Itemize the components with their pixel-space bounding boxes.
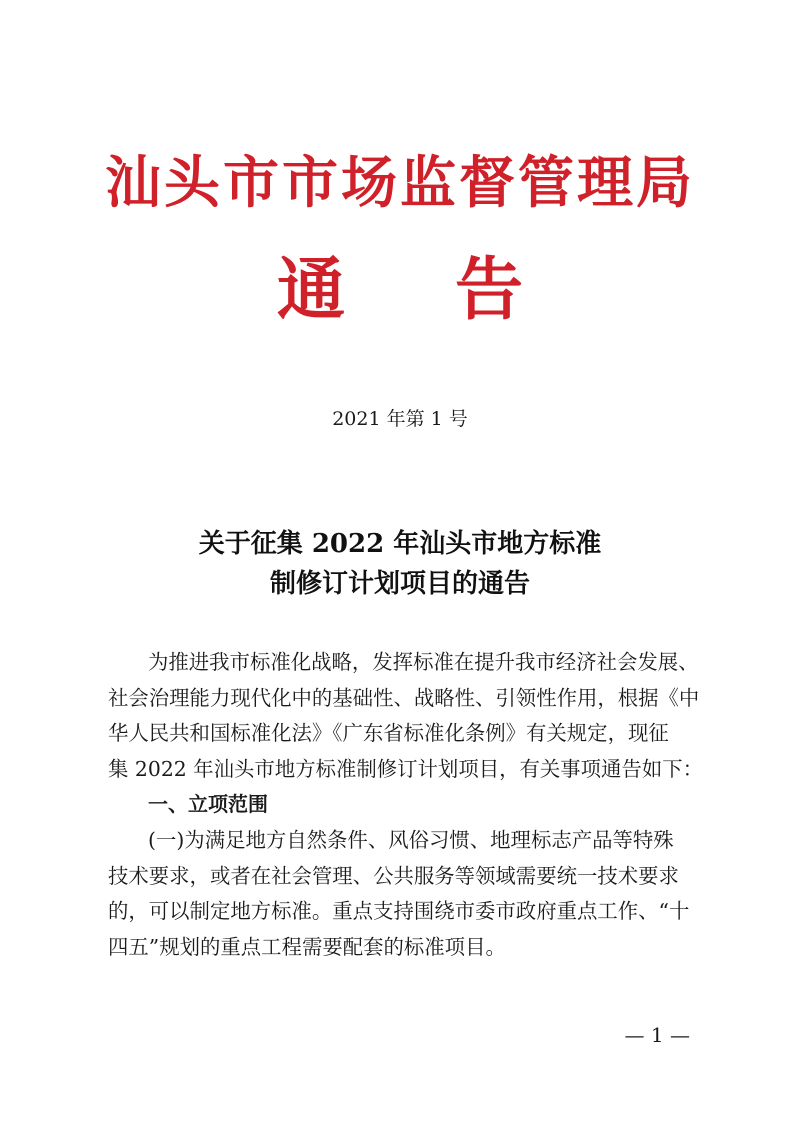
body-line: 的，可以制定地方标准。重点支持围绕市委市政府重点工作、“十 <box>108 899 690 924</box>
body-line: 社会治理能力现代化中的基础性、战略性、引领性作用，根据《中 <box>108 685 700 710</box>
issuing-authority-header: 汕头市市场监督管理局 <box>105 150 695 216</box>
body-line: 华人民共和国标准化法》《广东省标准化条例》有关规定，现征 <box>108 721 669 746</box>
document-number: 2021 年第 1 号 <box>332 408 468 430</box>
notice-body <box>108 645 708 965</box>
body-line: 四五”规划的重点工程需要配套的标准项目。 <box>108 934 506 959</box>
document-type-title <box>0 250 800 330</box>
notice-title <box>0 524 800 604</box>
body-line: (一)为满足地方自然条件、风俗习惯、地理标志产品等特殊 <box>148 827 674 852</box>
doc-type-char-2: 告 <box>455 250 524 330</box>
notice-title-line-1: 关于征集 2022 年汕头市地方标准 <box>198 529 602 559</box>
page-number: — 1 — <box>624 1023 690 1047</box>
section-heading: 一、立项范围 <box>148 792 268 817</box>
body-line: 技术要求，或者在社会管理、公共服务等领域需要统一技术要求 <box>108 863 679 888</box>
body-line: 集 2022 年汕头市地方标准制修订计划项目，有关事项通告如下： <box>108 756 704 781</box>
notice-title-line-2: 制修订计划项目的通告 <box>269 569 530 599</box>
doc-type-char-1: 通 <box>276 250 345 330</box>
body-line: 为推进我市标准化战略，发挥标准在提升我市经济社会发展、 <box>148 650 699 674</box>
